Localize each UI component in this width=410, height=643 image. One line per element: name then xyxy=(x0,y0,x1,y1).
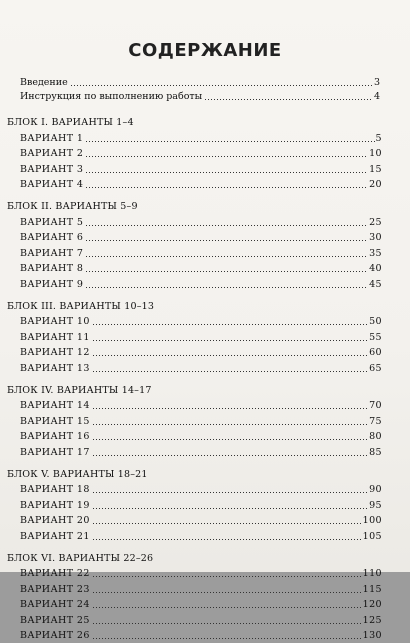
toc-entry-page: 35 xyxy=(369,246,382,261)
toc-entry-page: 45 xyxy=(369,277,382,292)
toc-block-heading xyxy=(7,112,410,130)
toc-entry-page: 80 xyxy=(369,429,382,444)
toc-entry-variant[interactable] xyxy=(20,566,382,582)
toc-entry-page: 125 xyxy=(363,613,382,628)
dot-leader xyxy=(92,585,362,594)
toc-block-heading xyxy=(7,380,410,398)
block-heading-label: БЛОК VI. ВАРИАНТЫ 22–26 xyxy=(7,551,153,566)
dot-leader xyxy=(85,218,368,227)
toc-entry-instructions[interactable] xyxy=(20,90,380,104)
toc-entry-variant[interactable] xyxy=(20,444,382,460)
toc-entry-page: 55 xyxy=(369,330,382,345)
toc-entry-page: 20 xyxy=(369,177,382,192)
toc-block-heading xyxy=(7,196,410,214)
toc-entry-page: 120 xyxy=(363,597,382,612)
toc-entry-page: 4 xyxy=(374,89,380,104)
toc-entry-page: 90 xyxy=(369,482,382,497)
toc-entry-page: 25 xyxy=(369,215,382,230)
toc-entry-page: 85 xyxy=(369,445,382,460)
toc-block-heading xyxy=(7,296,410,314)
toc-entry-page: 40 xyxy=(369,261,382,276)
toc-entry-label: ВАРИАНТ 12 xyxy=(20,345,90,360)
toc-entry-label: ВАРИАНТ 17 xyxy=(20,445,90,460)
dot-leader xyxy=(85,249,368,258)
toc-entry-page: 5 xyxy=(376,131,382,146)
dot-leader xyxy=(85,149,368,158)
toc-entry-label: ВАРИАНТ 16 xyxy=(20,429,90,444)
toc-entry-page: 115 xyxy=(363,582,382,597)
toc-entry-label: ВАРИАНТ 9 xyxy=(20,277,83,292)
block-heading-label: БЛОК V. ВАРИАНТЫ 18–21 xyxy=(7,467,148,482)
toc-entry-label: ВАРИАНТ 8 xyxy=(20,261,83,276)
dot-leader xyxy=(92,448,368,457)
dot-leader xyxy=(92,569,362,578)
toc-block-heading xyxy=(7,548,410,566)
dot-leader xyxy=(92,501,368,510)
toc-entry-page: 15 xyxy=(369,162,382,177)
toc-entry-variant[interactable] xyxy=(20,429,382,445)
toc-entry-variant[interactable] xyxy=(20,612,382,628)
toc-entry-variant[interactable] xyxy=(20,628,382,643)
toc-entry-page: 100 xyxy=(363,513,382,528)
toc-entry-variant[interactable] xyxy=(20,597,382,613)
toc-entry-variant[interactable] xyxy=(20,513,382,529)
toc-entry-variant[interactable] xyxy=(20,146,382,162)
dot-leader xyxy=(92,317,368,326)
dot-leader xyxy=(204,92,373,101)
toc-entry-page: 130 xyxy=(363,628,382,643)
toc-entry-label: ВАРИАНТ 20 xyxy=(20,513,90,528)
block-heading-label: БЛОК II. ВАРИАНТЫ 5–9 xyxy=(7,199,138,214)
dot-leader xyxy=(92,333,368,342)
toc-entry-label: ВАРИАНТ 4 xyxy=(20,177,83,192)
toc-entry-label: ВАРИАНТ 5 xyxy=(20,215,83,230)
toc-entry-label: ВАРИАНТ 1 xyxy=(20,131,83,146)
dot-leader xyxy=(85,180,368,189)
toc-entry-label: ВАРИАНТ 22 xyxy=(20,566,90,581)
toc-entry-label: ВАРИАНТ 24 xyxy=(20,597,90,612)
dot-leader xyxy=(92,532,362,541)
dot-leader xyxy=(92,364,368,373)
block-heading-label: БЛОК I. ВАРИАНТЫ 1–4 xyxy=(7,115,134,130)
toc-entry-page: 50 xyxy=(369,314,382,329)
toc-entry-page: 70 xyxy=(369,398,382,413)
toc-entry-variant[interactable] xyxy=(20,130,382,146)
dot-leader xyxy=(85,264,368,273)
toc-entry-variant[interactable] xyxy=(20,497,382,513)
block-heading-label: БЛОК III. ВАРИАНТЫ 10–13 xyxy=(7,299,154,314)
toc-entry-label: ВАРИАНТ 3 xyxy=(20,162,83,177)
dot-leader xyxy=(92,616,362,625)
toc-entry-page: 105 xyxy=(363,529,382,544)
toc-entry-label: ВАРИАНТ 25 xyxy=(20,613,90,628)
toc-entry-introduction[interactable] xyxy=(20,76,380,90)
toc-entry-label: ВАРИАНТ 18 xyxy=(20,482,90,497)
block-heading-label: БЛОК IV. ВАРИАНТЫ 14–17 xyxy=(7,383,152,398)
toc-entry-label: ВАРИАНТ 14 xyxy=(20,398,90,413)
table-of-contents xyxy=(0,76,410,643)
toc-entry-variant[interactable] xyxy=(20,314,382,330)
toc-entry-variant[interactable] xyxy=(20,177,382,193)
toc-entry-page: 10 xyxy=(369,146,382,161)
dot-leader xyxy=(92,348,368,357)
toc-entry-label: Введение xyxy=(20,75,68,90)
dot-leader xyxy=(92,401,368,410)
toc-entry-label: ВАРИАНТ 2 xyxy=(20,146,83,161)
toc-entry-label: ВАРИАНТ 11 xyxy=(20,330,90,345)
toc-entry-variant[interactable] xyxy=(20,214,382,230)
toc-entry-page: 95 xyxy=(369,498,382,513)
dot-leader xyxy=(70,78,373,87)
toc-entry-page: 110 xyxy=(363,566,382,581)
toc-entry-variant[interactable] xyxy=(20,329,382,345)
toc-entry-label: ВАРИАНТ 15 xyxy=(20,414,90,429)
toc-entry-page: 30 xyxy=(369,230,382,245)
page-title: СОДЕРЖАНИЕ xyxy=(0,40,410,61)
toc-entry-page: 60 xyxy=(369,345,382,360)
toc-entry-variant[interactable] xyxy=(20,360,382,376)
toc-entry-label: ВАРИАНТ 13 xyxy=(20,361,90,376)
toc-entry-label: ВАРИАНТ 6 xyxy=(20,230,83,245)
toc-entry-label: Инструкция по выполнению работы xyxy=(20,89,202,104)
toc-block-heading xyxy=(7,464,410,482)
dot-leader xyxy=(85,134,374,143)
toc-entry-page: 75 xyxy=(369,414,382,429)
toc-entry-variant[interactable] xyxy=(20,528,382,544)
dot-leader xyxy=(85,233,368,242)
toc-entry-variant[interactable] xyxy=(20,161,382,177)
toc-entry-variant[interactable] xyxy=(20,245,382,261)
toc-entry-label: ВАРИАНТ 10 xyxy=(20,314,90,329)
toc-entry-label: ВАРИАНТ 7 xyxy=(20,246,83,261)
toc-entry-variant[interactable] xyxy=(20,261,382,277)
dot-leader xyxy=(92,631,362,640)
dot-leader xyxy=(92,600,362,609)
dot-leader xyxy=(85,280,368,289)
toc-entry-variant[interactable] xyxy=(20,230,382,246)
dot-leader xyxy=(92,432,368,441)
toc-entry-variant[interactable] xyxy=(20,398,382,414)
toc-entry-label: ВАРИАНТ 23 xyxy=(20,582,90,597)
toc-entry-label: ВАРИАНТ 21 xyxy=(20,529,90,544)
toc-entry-page: 3 xyxy=(374,75,380,90)
toc-entry-variant[interactable] xyxy=(20,276,382,292)
toc-entry-label: ВАРИАНТ 19 xyxy=(20,498,90,513)
toc-entry-page: 65 xyxy=(369,361,382,376)
dot-leader xyxy=(92,485,368,494)
dot-leader xyxy=(85,165,368,174)
toc-entry-label: ВАРИАНТ 26 xyxy=(20,628,90,643)
dot-leader xyxy=(92,417,368,426)
toc-entry-variant[interactable] xyxy=(20,581,382,597)
toc-entry-variant[interactable] xyxy=(20,413,382,429)
dot-leader xyxy=(92,516,362,525)
toc-entry-variant[interactable] xyxy=(20,345,382,361)
toc-entry-variant[interactable] xyxy=(20,482,382,498)
